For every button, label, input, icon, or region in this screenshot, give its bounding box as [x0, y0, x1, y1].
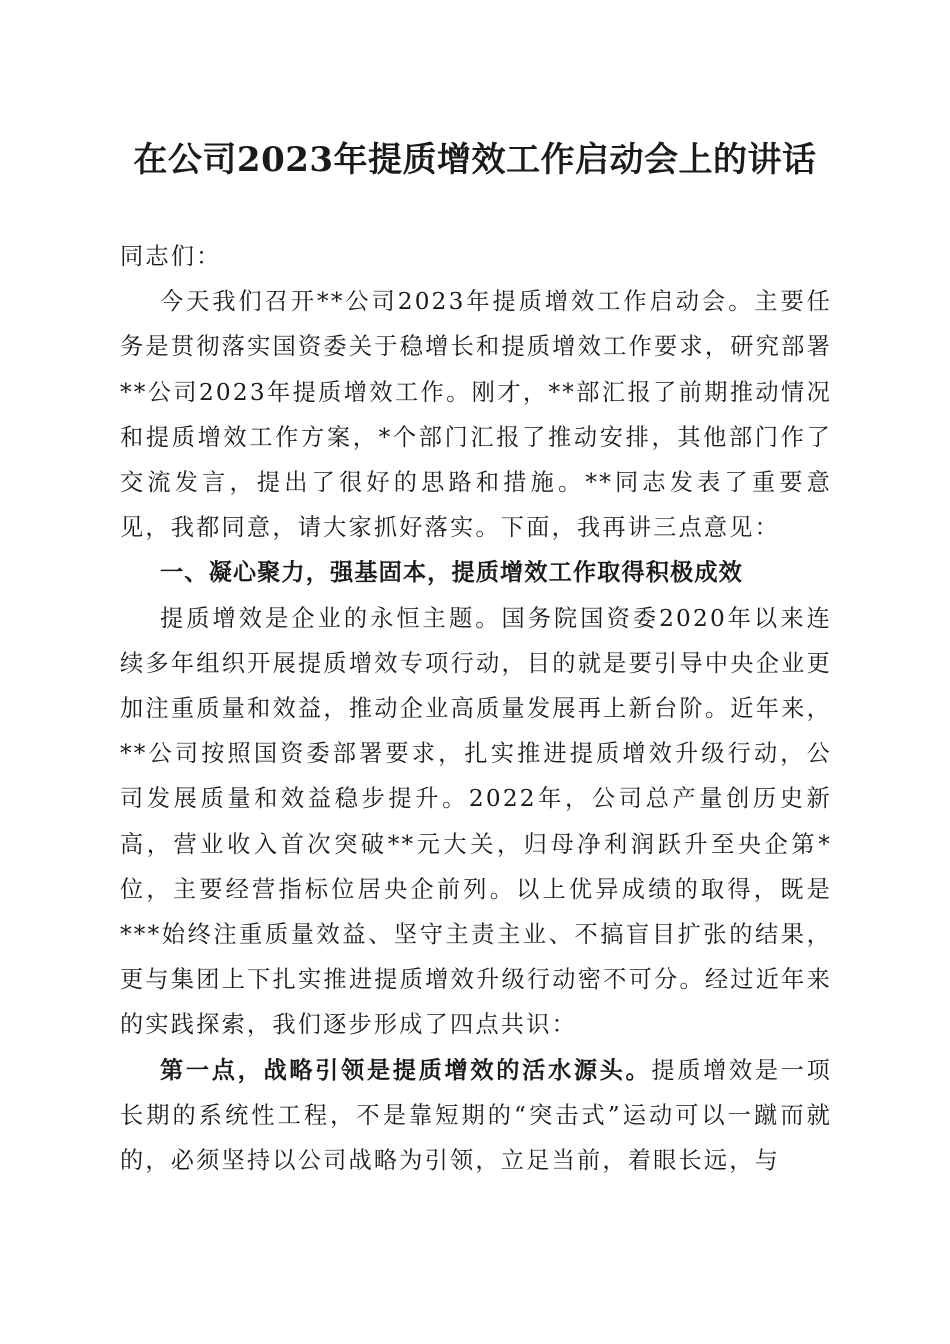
point-1-text: 提质增效是一项长期的系统性工程，不是靠短期的“突击式”运动可以一蹴而就的，必须坚持以公司战略为引领，立足当前，着眼长远，与	[120, 1056, 832, 1175]
salutation: 同志们：	[120, 243, 222, 270]
paragraph-opening: 今天我们召开**公司2023年提质增效工作启动会。主要任务是贯彻落实国资委关于稳增长和提质增效工作要求，研究部署**公司2023年提质增效工作。刚才，**部汇报了前期推动情况和提质增效工作方案，*个部门汇报了推动安排，其他部门作了交流发言，提出了很好的思路和措施。**同志发表了重要意见，我都同意，请大家抓好落实。下面，我再讲三点意见：	[120, 288, 832, 542]
paragraph-achievements: 提质增效是企业的永恒主题。国务院国资委2020年以来连续多年组织开展提质增效专项行动，目的就是要引导中央企业更加注重质量和效益，推动企业高质量发展再上新台阶。近年来，**公司按照国资委部署要求，扎实推进提质增效升级行动，公司发展质量和效益稳步提升。2022年，公司总产量创历史新高，营业收入首次突破**元大关，归母净利润跃升至央企第*位，主要经营指标位居央企前列。以上优异成绩的取得，既是***始终注重质量效益、坚守主责主业、不搞盲目扩张的结果，更与集团上下扎实推进提质增效升级行动密不可分。经过近年来的实践探索，我们逐步形成了四点共识：	[120, 604, 832, 1039]
document-title: 在公司2023年提质增效工作启动会上的讲话	[133, 140, 817, 180]
section-heading-1: 一、凝心聚力，强基固本，提质增效工作取得积极成效	[160, 559, 743, 587]
document-body	[120, 234, 832, 1183]
point-1-lead: 第一点，战略引领是提质增效的活水源头。	[160, 1056, 652, 1084]
paragraph-point-1	[120, 1048, 832, 1184]
